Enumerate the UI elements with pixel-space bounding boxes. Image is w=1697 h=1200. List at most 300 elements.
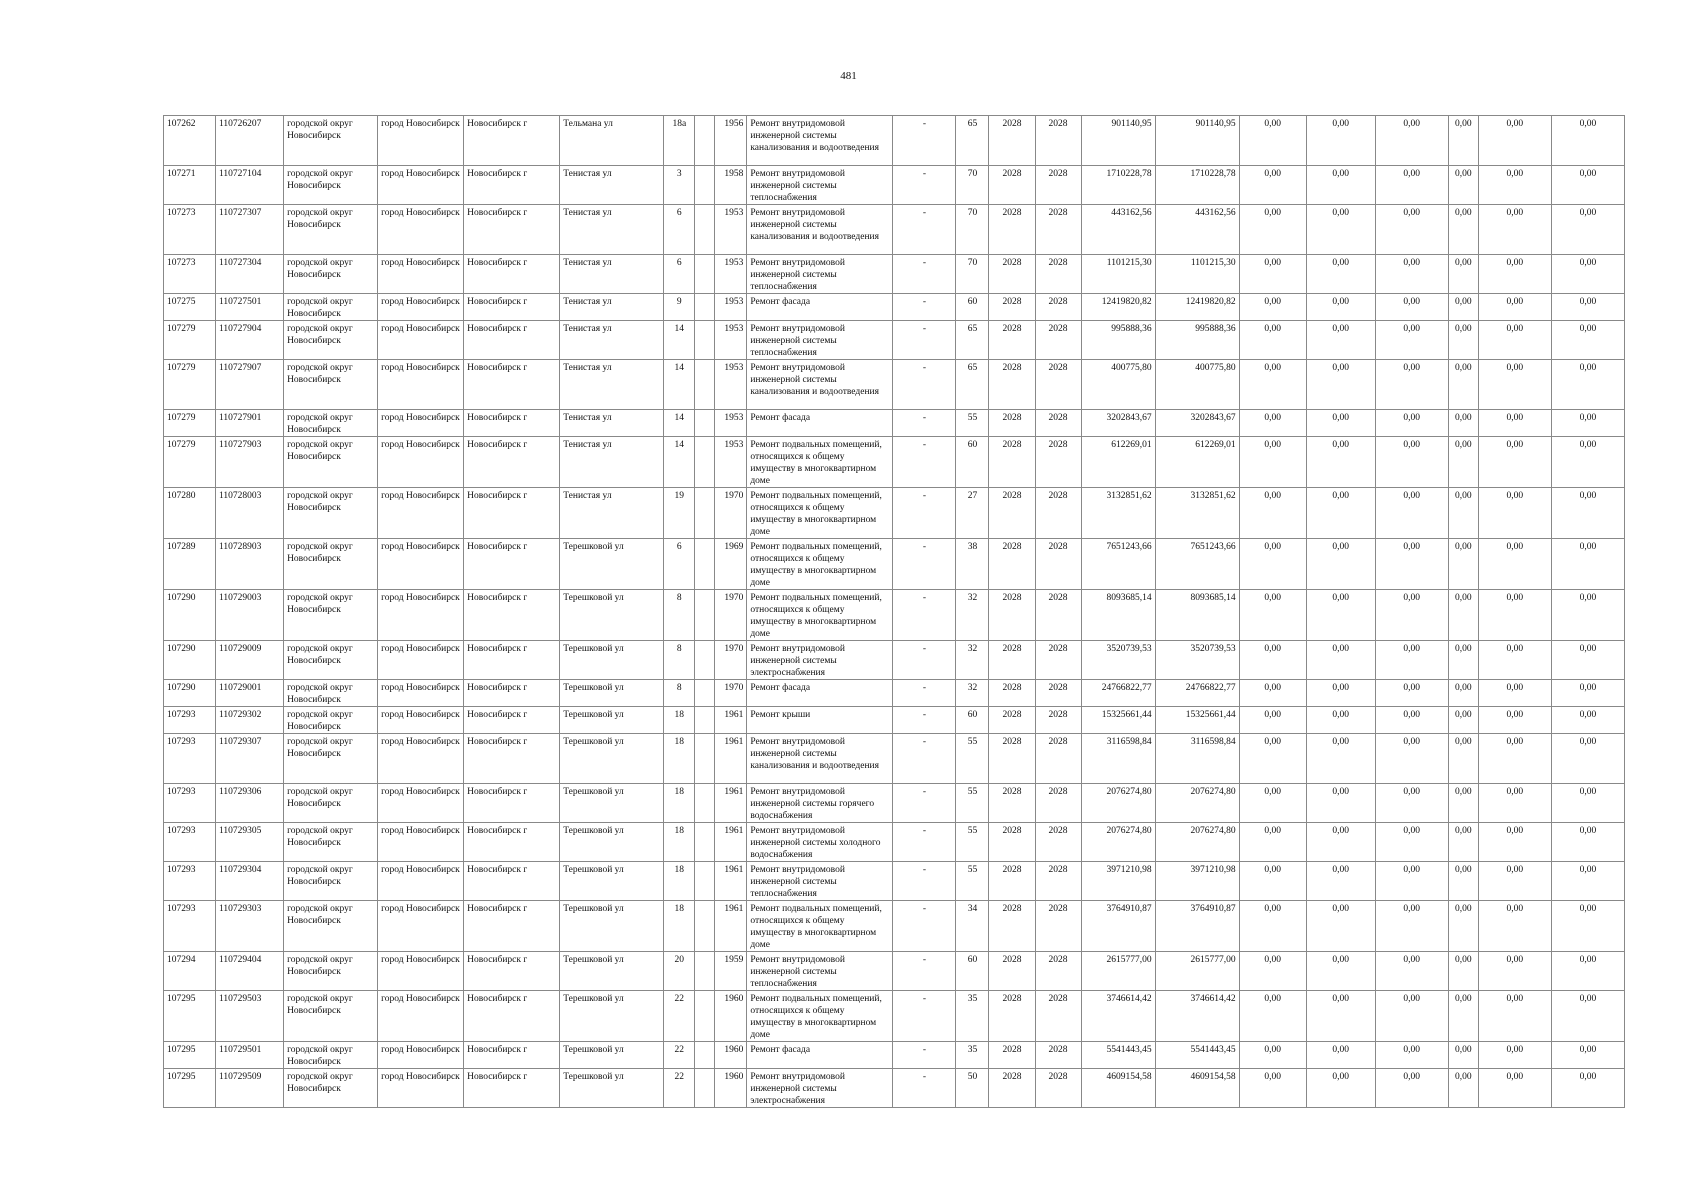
cell-house-number: 22 [664, 1069, 695, 1108]
cell-wear-percent: 32 [956, 590, 989, 641]
cell-work-type: Ремонт внутридомовой инженерной системы теплоснабжения [747, 166, 893, 205]
cell-object-id: 110729001 [216, 680, 284, 707]
cell-cost-federal: 0,00 [1239, 166, 1306, 205]
cell-object-id: 110728903 [216, 539, 284, 590]
cell-building [695, 784, 715, 823]
cell-system-id: 107293 [164, 862, 216, 901]
cell-wear-percent: 35 [956, 991, 989, 1042]
cell-cost-owners: 0,00 [1478, 294, 1551, 321]
cell-street: Тенистая ул [560, 255, 664, 294]
cell-building [695, 255, 715, 294]
cell-cost-local: 0,00 [1375, 360, 1448, 410]
cell-settlement: город Новосибирск [378, 991, 464, 1042]
cell-year-start: 2028 [989, 321, 1035, 360]
cell-cost-local: 0,00 [1375, 437, 1448, 488]
cell-cost-regional: 0,00 [1306, 294, 1375, 321]
cell-municipal-district: городской округ Новосибирск [284, 862, 378, 901]
cell-cost-total: 995888,36 [1081, 321, 1155, 360]
cell-municipal-district: городской округ Новосибирск [284, 734, 378, 784]
cell-cost-regional: 0,00 [1306, 641, 1375, 680]
cell-dash-mark: - [893, 166, 956, 205]
cell-municipal-district: городской округ Новосибирск [284, 823, 378, 862]
cell-building [695, 410, 715, 437]
cell-cost-regional: 0,00 [1306, 1042, 1375, 1069]
cell-house-number: 8 [664, 680, 695, 707]
cell-cost-local: 0,00 [1375, 1042, 1448, 1069]
cell-wear-percent: 70 [956, 255, 989, 294]
cell-locality: Новосибирск г [464, 862, 560, 901]
cell-work-type: Ремонт фасада [747, 680, 893, 707]
cell-cost-local: 0,00 [1375, 952, 1448, 991]
cell-municipal-district: городской округ Новосибирск [284, 321, 378, 360]
table-row [164, 862, 1625, 901]
cell-cost-extra: 0,00 [1551, 590, 1624, 641]
cell-cost-fund: 7651243,66 [1155, 539, 1239, 590]
cell-cost-fund: 3132851,62 [1155, 488, 1239, 539]
cell-dash-mark: - [893, 590, 956, 641]
cell-street: Тенистая ул [560, 321, 664, 360]
cell-work-type: Ремонт подвальных помещений, относящихся к общему имуществу в многоквартирном доме [747, 590, 893, 641]
cell-cost-extra: 0,00 [1551, 707, 1624, 734]
cell-cost-total: 612269,01 [1081, 437, 1155, 488]
cell-cost-regional: 0,00 [1306, 437, 1375, 488]
cell-locality: Новосибирск г [464, 539, 560, 590]
cell-dash-mark: - [893, 116, 956, 166]
cell-year-start: 2028 [989, 862, 1035, 901]
cell-year-end: 2028 [1035, 707, 1081, 734]
cell-cost-total: 8093685,14 [1081, 590, 1155, 641]
cell-year-start: 2028 [989, 205, 1035, 255]
cell-system-id: 107293 [164, 784, 216, 823]
cell-building [695, 707, 715, 734]
cell-cost-extra: 0,00 [1551, 862, 1624, 901]
cell-work-type: Ремонт внутридомовой инженерной системы холодного водоснабжения [747, 823, 893, 862]
cell-building [695, 539, 715, 590]
cell-cost-other: 0,00 [1448, 116, 1478, 166]
cell-cost-owners: 0,00 [1478, 707, 1551, 734]
cell-cost-local: 0,00 [1375, 1069, 1448, 1108]
cell-cost-fund: 443162,56 [1155, 205, 1239, 255]
cell-municipal-district: городской округ Новосибирск [284, 488, 378, 539]
cell-object-id: 110727104 [216, 166, 284, 205]
cell-year-built: 1970 [715, 641, 747, 680]
table-row [164, 321, 1625, 360]
cell-building [695, 166, 715, 205]
cell-cost-total: 3746614,42 [1081, 991, 1155, 1042]
cell-cost-regional: 0,00 [1306, 410, 1375, 437]
cell-street: Тельмана ул [560, 116, 664, 166]
cell-house-number: 6 [664, 539, 695, 590]
cell-year-start: 2028 [989, 410, 1035, 437]
cell-street: Терешковой ул [560, 680, 664, 707]
cell-year-built: 1970 [715, 590, 747, 641]
cell-house-number: 3 [664, 166, 695, 205]
cell-object-id: 110729509 [216, 1069, 284, 1108]
cell-dash-mark: - [893, 255, 956, 294]
cell-settlement: город Новосибирск [378, 116, 464, 166]
cell-municipal-district: городской округ Новосибирск [284, 590, 378, 641]
cell-system-id: 107290 [164, 680, 216, 707]
cell-municipal-district: городской округ Новосибирск [284, 294, 378, 321]
cell-cost-local: 0,00 [1375, 410, 1448, 437]
cell-cost-local: 0,00 [1375, 734, 1448, 784]
cell-cost-local: 0,00 [1375, 539, 1448, 590]
cell-object-id: 110729003 [216, 590, 284, 641]
cell-cost-total: 443162,56 [1081, 205, 1155, 255]
table-row [164, 437, 1625, 488]
cell-object-id: 110727307 [216, 205, 284, 255]
cell-wear-percent: 32 [956, 641, 989, 680]
cell-year-built: 1958 [715, 166, 747, 205]
cell-house-number: 18а [664, 116, 695, 166]
cell-cost-regional: 0,00 [1306, 952, 1375, 991]
cell-cost-owners: 0,00 [1478, 410, 1551, 437]
cell-cost-extra: 0,00 [1551, 539, 1624, 590]
cell-year-start: 2028 [989, 488, 1035, 539]
cell-year-start: 2028 [989, 116, 1035, 166]
cell-settlement: город Новосибирск [378, 823, 464, 862]
cell-year-start: 2028 [989, 784, 1035, 823]
cell-work-type: Ремонт внутридомовой инженерной системы канализования и водоотведения [747, 360, 893, 410]
cell-house-number: 9 [664, 294, 695, 321]
cell-cost-total: 2076274,80 [1081, 784, 1155, 823]
cell-settlement: город Новосибирск [378, 321, 464, 360]
cell-street: Терешковой ул [560, 707, 664, 734]
cell-cost-other: 0,00 [1448, 707, 1478, 734]
cell-municipal-district: городской округ Новосибирск [284, 680, 378, 707]
table-row [164, 823, 1625, 862]
cell-year-end: 2028 [1035, 488, 1081, 539]
cell-dash-mark: - [893, 707, 956, 734]
cell-wear-percent: 55 [956, 734, 989, 784]
cell-cost-regional: 0,00 [1306, 707, 1375, 734]
cell-settlement: город Новосибирск [378, 734, 464, 784]
cell-locality: Новосибирск г [464, 488, 560, 539]
cell-object-id: 110729404 [216, 952, 284, 991]
cell-house-number: 18 [664, 862, 695, 901]
cell-cost-regional: 0,00 [1306, 823, 1375, 862]
cell-cost-federal: 0,00 [1239, 488, 1306, 539]
cell-work-type: Ремонт внутридомовой инженерной системы канализования и водоотведения [747, 116, 893, 166]
cell-settlement: город Новосибирск [378, 1069, 464, 1108]
cell-year-start: 2028 [989, 734, 1035, 784]
cell-street: Терешковой ул [560, 991, 664, 1042]
cell-system-id: 107279 [164, 410, 216, 437]
cell-cost-regional: 0,00 [1306, 784, 1375, 823]
table-row [164, 641, 1625, 680]
cell-year-built: 1953 [715, 360, 747, 410]
cell-settlement: город Новосибирск [378, 539, 464, 590]
cell-building [695, 294, 715, 321]
cell-cost-other: 0,00 [1448, 823, 1478, 862]
cell-locality: Новосибирск г [464, 952, 560, 991]
cell-settlement: город Новосибирск [378, 952, 464, 991]
cell-cost-federal: 0,00 [1239, 539, 1306, 590]
cell-street: Тенистая ул [560, 488, 664, 539]
cell-house-number: 20 [664, 952, 695, 991]
cell-house-number: 22 [664, 1042, 695, 1069]
cell-object-id: 110729501 [216, 1042, 284, 1069]
registry-body [164, 116, 1625, 1108]
cell-settlement: город Новосибирск [378, 707, 464, 734]
cell-cost-total: 1101215,30 [1081, 255, 1155, 294]
cell-house-number: 18 [664, 901, 695, 952]
cell-house-number: 8 [664, 590, 695, 641]
cell-cost-extra: 0,00 [1551, 734, 1624, 784]
cell-street: Терешковой ул [560, 590, 664, 641]
table-row [164, 166, 1625, 205]
cell-cost-owners: 0,00 [1478, 823, 1551, 862]
cell-year-end: 2028 [1035, 901, 1081, 952]
cell-wear-percent: 55 [956, 823, 989, 862]
cell-work-type: Ремонт фасада [747, 1042, 893, 1069]
cell-cost-other: 0,00 [1448, 734, 1478, 784]
cell-house-number: 18 [664, 784, 695, 823]
cell-object-id: 110729307 [216, 734, 284, 784]
cell-cost-local: 0,00 [1375, 321, 1448, 360]
cell-dash-mark: - [893, 410, 956, 437]
cell-cost-owners: 0,00 [1478, 116, 1551, 166]
cell-locality: Новосибирск г [464, 321, 560, 360]
cell-system-id: 107295 [164, 991, 216, 1042]
cell-cost-total: 3971210,98 [1081, 862, 1155, 901]
cell-object-id: 110729306 [216, 784, 284, 823]
cell-municipal-district: городской округ Новосибирск [284, 991, 378, 1042]
cell-cost-federal: 0,00 [1239, 707, 1306, 734]
cell-system-id: 107293 [164, 734, 216, 784]
cell-year-end: 2028 [1035, 590, 1081, 641]
cell-cost-federal: 0,00 [1239, 294, 1306, 321]
cell-year-end: 2028 [1035, 360, 1081, 410]
cell-year-built: 1961 [715, 784, 747, 823]
cell-object-id: 110729304 [216, 862, 284, 901]
cell-year-end: 2028 [1035, 991, 1081, 1042]
cell-work-type: Ремонт внутридомовой инженерной системы теплоснабжения [747, 862, 893, 901]
cell-cost-owners: 0,00 [1478, 680, 1551, 707]
cell-object-id: 110729009 [216, 641, 284, 680]
cell-street: Тенистая ул [560, 410, 664, 437]
cell-cost-federal: 0,00 [1239, 205, 1306, 255]
cell-work-type: Ремонт внутридомовой инженерной системы теплоснабжения [747, 255, 893, 294]
cell-system-id: 107295 [164, 1069, 216, 1108]
cell-dash-mark: - [893, 862, 956, 901]
cell-settlement: город Новосибирск [378, 294, 464, 321]
cell-wear-percent: 65 [956, 321, 989, 360]
cell-year-start: 2028 [989, 539, 1035, 590]
cell-system-id: 107273 [164, 205, 216, 255]
cell-cost-owners: 0,00 [1478, 901, 1551, 952]
cell-cost-federal: 0,00 [1239, 734, 1306, 784]
cell-settlement: город Новосибирск [378, 1042, 464, 1069]
table-row [164, 539, 1625, 590]
cell-work-type: Ремонт подвальных помещений, относящихся к общему имуществу в многоквартирном доме [747, 901, 893, 952]
cell-year-end: 2028 [1035, 784, 1081, 823]
cell-cost-fund: 3116598,84 [1155, 734, 1239, 784]
cell-wear-percent: 27 [956, 488, 989, 539]
cell-work-type: Ремонт фасада [747, 294, 893, 321]
cell-wear-percent: 38 [956, 539, 989, 590]
cell-locality: Новосибирск г [464, 166, 560, 205]
cell-cost-extra: 0,00 [1551, 1069, 1624, 1108]
cell-house-number: 18 [664, 823, 695, 862]
cell-cost-local: 0,00 [1375, 166, 1448, 205]
cell-cost-federal: 0,00 [1239, 862, 1306, 901]
cell-municipal-district: городской округ Новосибирск [284, 437, 378, 488]
cell-wear-percent: 60 [956, 294, 989, 321]
table-row [164, 680, 1625, 707]
cell-cost-federal: 0,00 [1239, 784, 1306, 823]
cell-street: Терешковой ул [560, 784, 664, 823]
cell-system-id: 107295 [164, 1042, 216, 1069]
cell-year-built: 1969 [715, 539, 747, 590]
cell-municipal-district: городской округ Новосибирск [284, 205, 378, 255]
cell-dash-mark: - [893, 205, 956, 255]
cell-locality: Новосибирск г [464, 590, 560, 641]
cell-year-start: 2028 [989, 823, 1035, 862]
cell-locality: Новосибирск г [464, 410, 560, 437]
cell-municipal-district: городской округ Новосибирск [284, 641, 378, 680]
cell-cost-extra: 0,00 [1551, 641, 1624, 680]
cell-year-built: 1953 [715, 255, 747, 294]
cell-cost-federal: 0,00 [1239, 680, 1306, 707]
cell-dash-mark: - [893, 488, 956, 539]
cell-object-id: 110729503 [216, 991, 284, 1042]
cell-year-built: 1960 [715, 991, 747, 1042]
cell-cost-other: 0,00 [1448, 360, 1478, 410]
cell-house-number: 8 [664, 641, 695, 680]
page-number: 481 [840, 70, 857, 82]
cell-dash-mark: - [893, 1069, 956, 1108]
cell-cost-total: 7651243,66 [1081, 539, 1155, 590]
cell-year-start: 2028 [989, 901, 1035, 952]
cell-cost-other: 0,00 [1448, 641, 1478, 680]
cell-municipal-district: городской округ Новосибирск [284, 1069, 378, 1108]
cell-year-start: 2028 [989, 255, 1035, 294]
cell-municipal-district: городской округ Новосибирск [284, 166, 378, 205]
table-row [164, 205, 1625, 255]
cell-cost-regional: 0,00 [1306, 901, 1375, 952]
cell-street: Терешковой ул [560, 862, 664, 901]
cell-cost-other: 0,00 [1448, 166, 1478, 205]
cell-cost-total: 3764910,87 [1081, 901, 1155, 952]
cell-cost-fund: 2076274,80 [1155, 784, 1239, 823]
table-row [164, 255, 1625, 294]
cell-cost-extra: 0,00 [1551, 205, 1624, 255]
cell-settlement: город Новосибирск [378, 641, 464, 680]
cell-settlement: город Новосибирск [378, 410, 464, 437]
cell-house-number: 14 [664, 410, 695, 437]
cell-year-start: 2028 [989, 641, 1035, 680]
cell-wear-percent: 60 [956, 952, 989, 991]
cell-house-number: 18 [664, 734, 695, 784]
table-row [164, 784, 1625, 823]
cell-building [695, 901, 715, 952]
cell-object-id: 110728003 [216, 488, 284, 539]
cell-cost-owners: 0,00 [1478, 255, 1551, 294]
cell-cost-extra: 0,00 [1551, 1042, 1624, 1069]
cell-locality: Новосибирск г [464, 901, 560, 952]
cell-cost-federal: 0,00 [1239, 590, 1306, 641]
cell-settlement: город Новосибирск [378, 205, 464, 255]
cell-cost-federal: 0,00 [1239, 901, 1306, 952]
cell-house-number: 14 [664, 360, 695, 410]
cell-locality: Новосибирск г [464, 294, 560, 321]
cell-object-id: 110727904 [216, 321, 284, 360]
cell-locality: Новосибирск г [464, 360, 560, 410]
cell-cost-other: 0,00 [1448, 901, 1478, 952]
cell-cost-owners: 0,00 [1478, 539, 1551, 590]
table-row [164, 734, 1625, 784]
cell-year-start: 2028 [989, 166, 1035, 205]
cell-settlement: город Новосибирск [378, 784, 464, 823]
cell-object-id: 110727907 [216, 360, 284, 410]
cell-system-id: 107279 [164, 437, 216, 488]
cell-year-end: 2028 [1035, 734, 1081, 784]
cell-cost-federal: 0,00 [1239, 1069, 1306, 1108]
cell-cost-owners: 0,00 [1478, 360, 1551, 410]
cell-locality: Новосибирск г [464, 734, 560, 784]
cell-system-id: 107294 [164, 952, 216, 991]
cell-cost-total: 3520739,53 [1081, 641, 1155, 680]
cell-cost-owners: 0,00 [1478, 437, 1551, 488]
cell-cost-federal: 0,00 [1239, 116, 1306, 166]
cell-system-id: 107275 [164, 294, 216, 321]
cell-cost-fund: 2076274,80 [1155, 823, 1239, 862]
cell-cost-regional: 0,00 [1306, 590, 1375, 641]
cell-cost-regional: 0,00 [1306, 166, 1375, 205]
cell-year-built: 1961 [715, 707, 747, 734]
cell-cost-federal: 0,00 [1239, 991, 1306, 1042]
cell-cost-extra: 0,00 [1551, 360, 1624, 410]
cell-cost-other: 0,00 [1448, 1069, 1478, 1108]
cell-cost-extra: 0,00 [1551, 116, 1624, 166]
cell-locality: Новосибирск г [464, 255, 560, 294]
cell-system-id: 107262 [164, 116, 216, 166]
cell-dash-mark: - [893, 901, 956, 952]
cell-locality: Новосибирск г [464, 680, 560, 707]
cell-cost-federal: 0,00 [1239, 1042, 1306, 1069]
cell-year-built: 1953 [715, 205, 747, 255]
cell-municipal-district: городской округ Новосибирск [284, 1042, 378, 1069]
cell-cost-fund: 3764910,87 [1155, 901, 1239, 952]
cell-house-number: 6 [664, 205, 695, 255]
cell-system-id: 107290 [164, 641, 216, 680]
cell-cost-regional: 0,00 [1306, 321, 1375, 360]
cell-wear-percent: 65 [956, 116, 989, 166]
cell-locality: Новосибирск г [464, 784, 560, 823]
cell-cost-other: 0,00 [1448, 1042, 1478, 1069]
cell-cost-extra: 0,00 [1551, 166, 1624, 205]
cell-building [695, 205, 715, 255]
cell-building [695, 437, 715, 488]
cell-cost-other: 0,00 [1448, 590, 1478, 641]
cell-cost-fund: 400775,80 [1155, 360, 1239, 410]
cell-year-end: 2028 [1035, 680, 1081, 707]
cell-cost-total: 3202843,67 [1081, 410, 1155, 437]
cell-cost-local: 0,00 [1375, 707, 1448, 734]
cell-wear-percent: 32 [956, 680, 989, 707]
cell-system-id: 107271 [164, 166, 216, 205]
cell-settlement: город Новосибирск [378, 166, 464, 205]
cell-work-type: Ремонт крыши [747, 707, 893, 734]
cell-year-end: 2028 [1035, 116, 1081, 166]
cell-year-end: 2028 [1035, 539, 1081, 590]
cell-cost-federal: 0,00 [1239, 410, 1306, 437]
cell-object-id: 110726207 [216, 116, 284, 166]
cell-year-built: 1953 [715, 321, 747, 360]
cell-cost-federal: 0,00 [1239, 321, 1306, 360]
cell-house-number: 14 [664, 437, 695, 488]
